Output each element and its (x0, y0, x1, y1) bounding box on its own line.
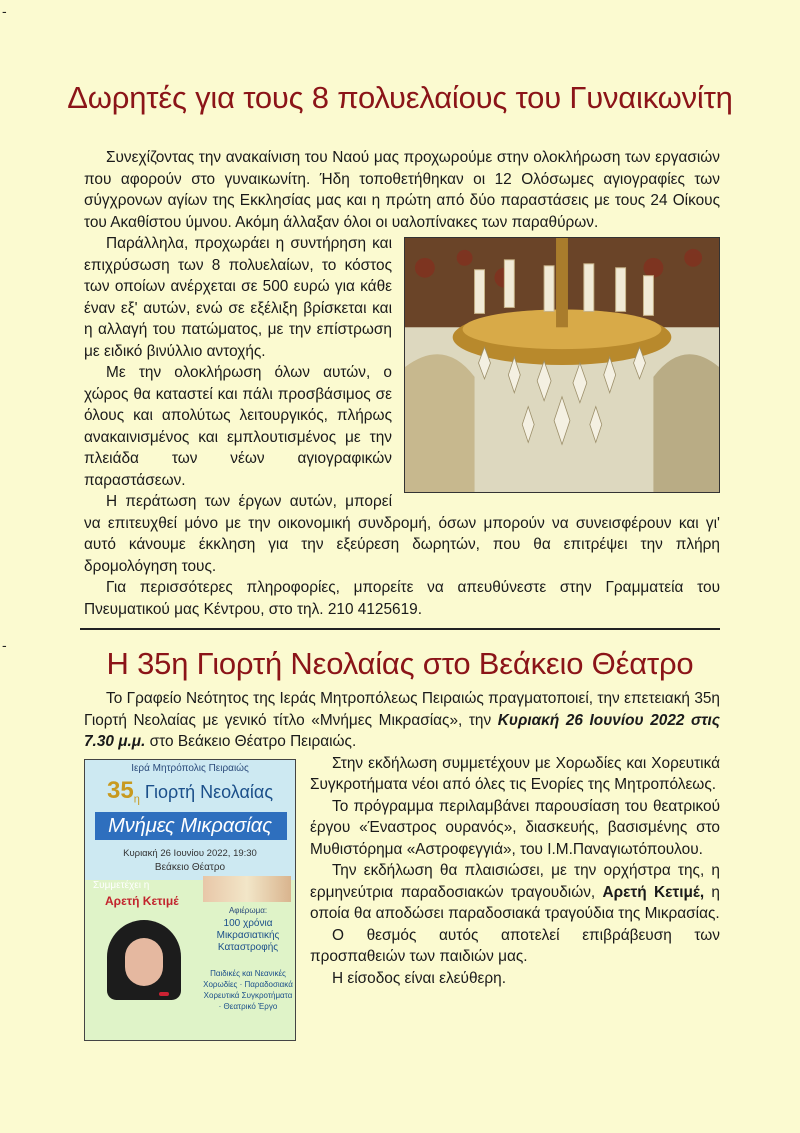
singer-lips (159, 992, 169, 996)
poster-participates: Συμμετέχει η (93, 879, 150, 891)
margin-mark-middle: - (2, 637, 7, 653)
article2-paragraph-5: Η είσοδος είναι ελεύθερη. (332, 969, 506, 987)
article1-paragraph-3: Με την ολοκλήρωση όλων αυτών, ο χώρος θα καταστεί και πάλι προσβάσιμος σε όλους και απολύτως λειτουργικός, πλήρως ανακαινισμένος και εμπλουτισμένος με την πλειάδα των νέων αγιογραφικών παραστάσεων. (84, 364, 392, 489)
poster-singer: Αρετή Κετιμέ (105, 893, 179, 908)
article2-intro-venue: στο Βεάκειο Θέατρο Πειραιώς. (145, 733, 357, 750)
margin-mark-top: - (2, 3, 7, 19)
article2-intro (84, 688, 720, 753)
poster-festival-name: Γιορτή Νεολαίας (139, 781, 273, 802)
poster-date: Κυριακή 26 Ιουνίου 2022, 19:30 (123, 847, 257, 859)
poster-groups: Παιδικές και Νεανικές Χορωδίες · Παραδοσιακά Χορευτικά Συγκροτήματα · Θεατρικό Έργο (203, 968, 293, 1011)
poster-number-suffix: η (133, 793, 140, 806)
article2-paragraph-1: Στην εκδήλωση συμμετέχουν με Χορωδίες και Χορευτικά Συγκροτήματα νέοι από όλες τις Ενορίες της Μητροπόλεως. (310, 754, 720, 793)
poster-festival-title (85, 776, 295, 811)
poster-houses-illustration (203, 876, 291, 902)
article2-title: Η 35η Γιορτή Νεολαίας στο Βεάκειο Θέατρο (106, 646, 694, 681)
article1-paragraph-5: Για περισσότερες πληροφορίες, μπορείτε να απευθύνεστε στην Γραμματεία του Πνευματικού μας Κέντρου, στο τηλ. 210 4125619. (84, 579, 720, 618)
article2-event-date: Κυριακή 26 Ιουνίου 2022 στις 7.30 μ.μ. (84, 711, 721, 750)
article1-paragraph-4: Η περάτωση των έργων αυτών, μπορεί να επιτευχθεί μόνο με την οικονομική συνδρομή, όσων μπορούν να συνεισφέρουν και γι' αυτό κάνουμε έκκληση για την εξεύρεση δωρητών, που θα επιτρέψει την πλήρη δρομολόγηση τους. (84, 493, 720, 575)
poster-number: 35 (107, 776, 134, 804)
article2-singer-name: Αρετή Κετιμέ, (602, 883, 705, 901)
article2-paragraph-2: Το πρόγραμμα περιλαμβάνει παρουσίαση του θεατρικού έργου «Έναστρος ουρανός», διασκευής, βασισμένης στο Μυθιστόρημα «Αστροφεγγιά», του Ι.Μ.Παναγιωτόπουλου. (310, 797, 720, 858)
section-divider (80, 628, 720, 630)
poster-organizer: Ιερά Μητρόπολις Πειραιώς (131, 762, 249, 774)
poster-theme: Μνήμες Μικρασίας (108, 814, 272, 837)
article1-paragraph-1: Συνεχίζοντας την ανακαίνιση του Ναού μας προχωρούμε στην ολοκλήρωση των εργασιών που αφορούν στο γυναικωνίτη. Ήδη τοποθετήθηκαν οι 12 Ολόσωμες αγιογραφίες των σύγχρονων αγίων της Εκκλησίας μας και η πρώτη από δύο παραστάσεις με τους 24 Οίκους του Ακαθίστου ύμνου. Ακόμη άλλαξαν όλοι οι υαλοπίνακες των παραθύρων. (84, 149, 720, 231)
article1-title: Δωρητές για τους 8 πολυελαίους του Γυναικωνίτη (67, 80, 733, 115)
singer-face (125, 938, 163, 986)
singer-portrait (107, 920, 181, 1000)
poster-dedication-label: Αφιέρωμα: (228, 905, 268, 915)
article2-paragraph-3-text: Την εκδήλωση θα πλαισιώσει, με την ορχήστρα της, η ερμηνεύτρια παραδοσιακών τραγουδιών, (310, 862, 720, 901)
article2-intro-text: Το Γραφείο Νεότητος της Ιεράς Μητροπόλεως Πειραιώς πραγματοποιεί, την επετειακή 35η Γιορτή Νεολαίας με γενικό τίτλο «Μνήμες Μικρασίας», την (84, 690, 720, 729)
article2-paragraph-4: Ο θεσμός αυτός αποτελεί επιβράβευση των προσπαθειών των παιδιών μας. (310, 926, 720, 965)
article1-body (84, 147, 720, 620)
chandelier-photo (404, 237, 720, 493)
poster-venue: Βεάκειο Θέατρο (154, 861, 226, 873)
article2-paragraph-3-end: η οποία θα αποδώσει παραδοσιακά τραγούδια της Μικρασίας. (310, 883, 720, 922)
article2-body (84, 688, 720, 1045)
article1-paragraph-2: Παράλληλα, προχωράει η συντήρηση και επιχρύσωση των 8 πολυελαίων, το κόστος των οποίων ανέρχεται σε 500 ευρώ για κάθε έναν εξ' αυτών, ενώ σε εξέλιξη βρίσκεται και η αλλαγή του πατώματος, με την επίστρωση με ειδικό βινύλλιο αντοχής. (84, 235, 392, 360)
poster-dedication-title: 100 χρόνια Μικρασιατικής Καταστροφής (216, 917, 280, 953)
event-poster (84, 759, 296, 1041)
